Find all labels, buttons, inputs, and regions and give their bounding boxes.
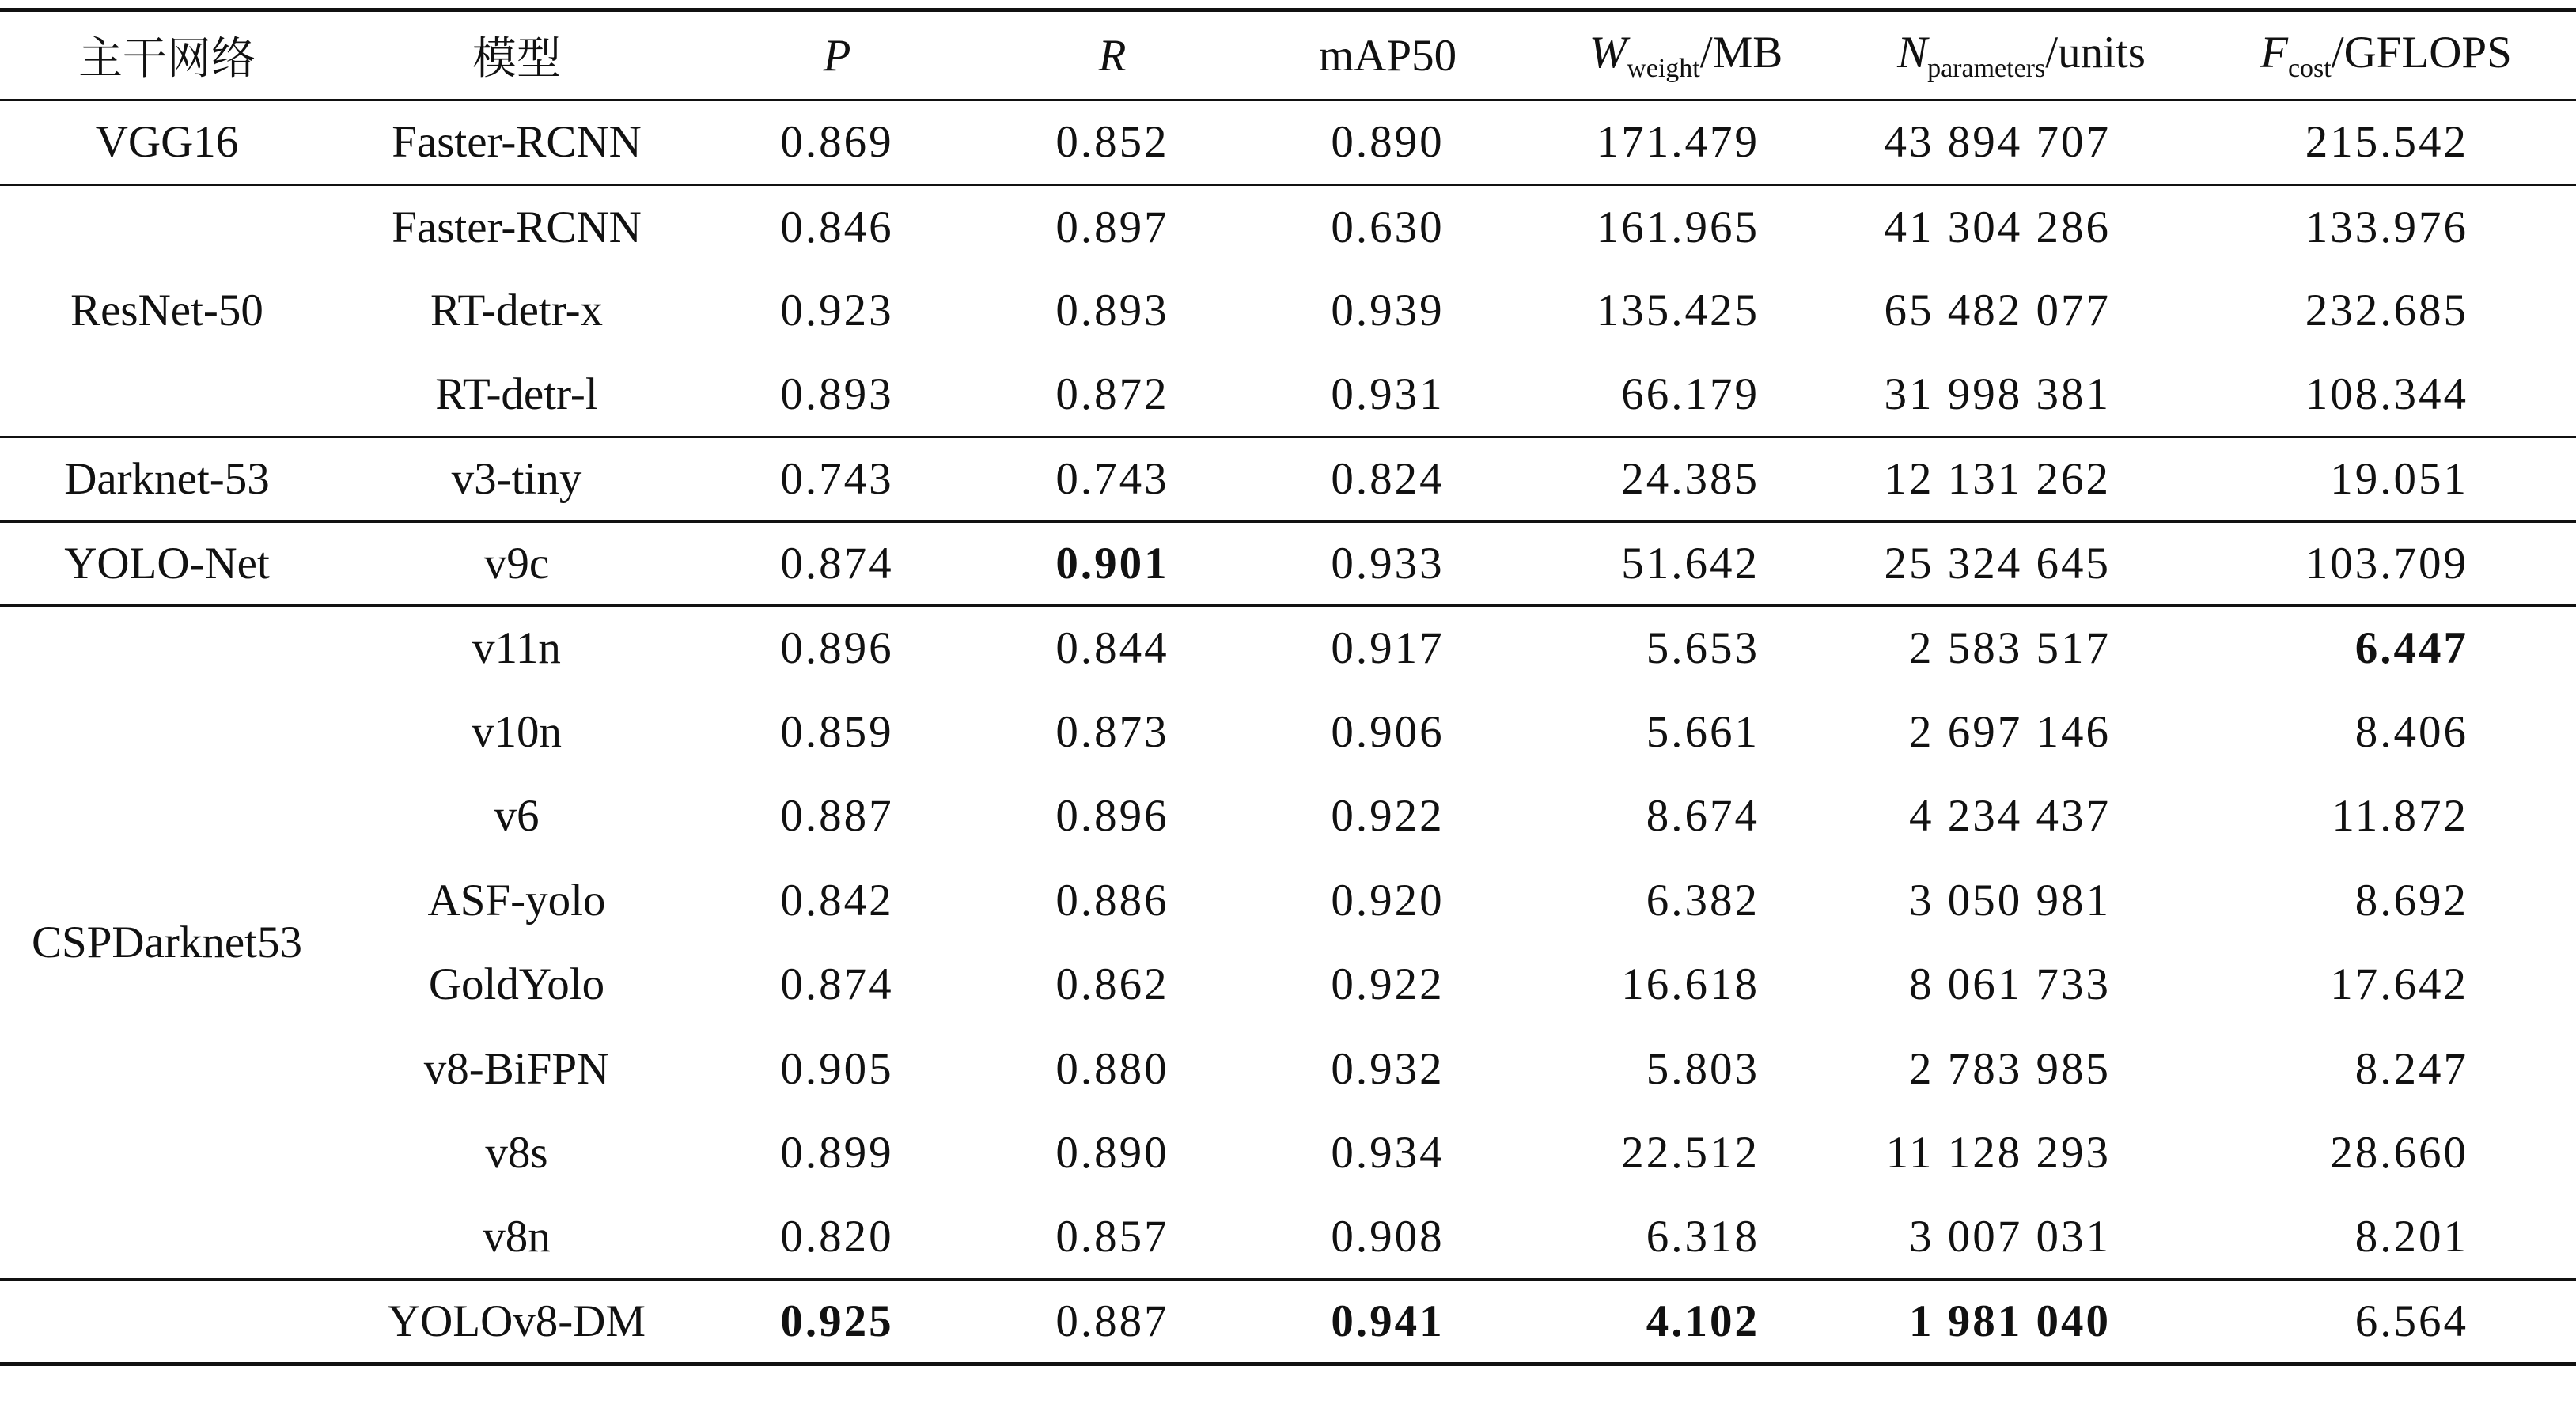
map50-cell-best: 0.941 <box>1250 1280 1525 1364</box>
recall-cell: 0.896 <box>1055 791 1169 842</box>
parameters-cell: 12 131 262 <box>1847 437 2196 522</box>
backbone-cell <box>0 1280 334 1364</box>
backbone-cell: Darknet-53 <box>0 437 334 522</box>
cost-cell-best: 6.447 <box>2196 606 2576 691</box>
weight-cell: 6.318 <box>1646 1212 1760 1262</box>
parameters-cell: 2 783 985 <box>1909 1043 2111 1094</box>
map50-cell: 0.922 <box>1331 791 1445 842</box>
weight-cell: 24.385 <box>1525 437 1847 522</box>
table-row <box>0 269 2576 354</box>
cost-cell: 6.564 <box>2196 1280 2576 1364</box>
map50-cell: 0.933 <box>1250 521 1525 606</box>
weight-cell: 5.803 <box>1646 1043 1760 1094</box>
weight-cell: 6.382 <box>1646 875 1760 925</box>
recall-cell: 0.743 <box>975 437 1250 522</box>
parameters-cell: 41 304 286 <box>1847 184 2196 269</box>
weight-cell-best: 4.102 <box>1525 1280 1847 1364</box>
weight-cell: 51.642 <box>1525 521 1847 606</box>
cost-cell: 103.709 <box>2196 521 2576 606</box>
precision-cell: 0.842 <box>780 875 894 925</box>
map50-cell: 0.932 <box>1331 1043 1445 1094</box>
weight-cell: 16.618 <box>1621 959 1760 1010</box>
precision-cell: 0.923 <box>780 286 894 336</box>
model-cell: YOLOv8-DM <box>334 1280 699 1364</box>
precision-cell: 0.899 <box>780 1128 894 1179</box>
recall-cell: 0.893 <box>1055 286 1169 336</box>
model-cell: v10n <box>472 706 562 757</box>
table-row-proposed <box>0 1280 2576 1364</box>
table-row <box>0 353 2576 437</box>
precision-cell: 0.743 <box>699 437 975 522</box>
map50-cell: 0.890 <box>1250 100 1525 185</box>
weight-cell: 161.965 <box>1525 184 1847 269</box>
table-row <box>0 943 2576 1027</box>
model-cell: v8n <box>483 1212 551 1262</box>
cost-cell: 28.660 <box>2330 1128 2468 1179</box>
header-recall: R <box>975 10 1250 100</box>
table-row <box>0 1195 2576 1280</box>
header-model: 模型 <box>334 10 699 100</box>
model-comparison-table <box>0 8 2576 1366</box>
backbone-cell: YOLO-Net <box>0 521 334 606</box>
parameters-cell: 31 998 381 <box>1884 369 2111 419</box>
map50-cell: 0.931 <box>1331 369 1445 419</box>
header-backbone: 主干网络 <box>0 10 334 100</box>
map50-cell: 0.824 <box>1250 437 1525 522</box>
parameters-cell: 43 894 707 <box>1847 100 2196 185</box>
map50-cell: 0.939 <box>1331 286 1445 336</box>
precision-cell: 0.820 <box>780 1212 894 1262</box>
table-row <box>0 521 2576 606</box>
precision-cell: 0.874 <box>780 959 894 1010</box>
model-cell: v8s <box>485 1128 548 1179</box>
precision-cell: 0.874 <box>699 521 975 606</box>
recall-cell: 0.887 <box>975 1280 1250 1364</box>
parameters-cell: 3 050 981 <box>1909 875 2111 925</box>
backbone-cell: VGG16 <box>0 100 334 185</box>
cost-cell: 8.406 <box>2354 706 2468 757</box>
weight-cell: 5.661 <box>1646 706 1760 757</box>
table-row <box>0 690 2576 774</box>
header-parameters: $N_{parameters}$/units <box>1847 10 2196 100</box>
parameters-cell: 25 324 645 <box>1847 521 2196 606</box>
map50-cell: 0.906 <box>1331 706 1445 757</box>
model-cell: RT-detr-l <box>435 369 598 419</box>
header-cost: $F_{cost}$/GFLOPS <box>2196 10 2576 100</box>
precision-cell: 0.859 <box>780 706 894 757</box>
weight-cell: 8.674 <box>1646 791 1760 842</box>
cost-cell: 19.051 <box>2196 437 2576 522</box>
parameters-cell: 2 583 517 <box>1847 606 2196 691</box>
recall-cell: 0.862 <box>1055 959 1169 1010</box>
table-body <box>0 100 2576 1364</box>
weight-cell: 22.512 <box>1621 1128 1760 1179</box>
precision-cell: 0.896 <box>699 606 975 691</box>
recall-cell: 0.886 <box>1055 875 1169 925</box>
precision-cell: 0.893 <box>780 369 894 419</box>
precision-cell: 0.905 <box>780 1043 894 1094</box>
model-cell: RT-detr-x <box>430 286 604 336</box>
parameters-cell: 11 128 293 <box>1885 1128 2111 1179</box>
model-cell: GoldYolo <box>428 959 605 1010</box>
cost-cell: 133.976 <box>2196 184 2576 269</box>
recall-cell: 0.873 <box>1055 706 1169 757</box>
recall-cell: 0.852 <box>975 100 1250 185</box>
table-row <box>0 100 2576 185</box>
recall-cell: 0.857 <box>1055 1212 1169 1262</box>
model-cell: v8-BiFPN <box>423 1043 610 1094</box>
cost-cell: 215.542 <box>2196 100 2576 185</box>
cost-cell: 8.201 <box>2354 1212 2468 1262</box>
table-row <box>0 1111 2576 1196</box>
parameters-cell: 2 697 146 <box>1909 706 2111 757</box>
model-cell: Faster-RCNN <box>334 100 699 185</box>
cost-cell: 17.642 <box>2330 959 2468 1010</box>
recall-cell: 0.880 <box>1055 1043 1169 1094</box>
cost-cell: 232.685 <box>2305 286 2468 336</box>
parameters-cell: 8 061 733 <box>1909 959 2111 1010</box>
recall-cell: 0.897 <box>975 184 1250 269</box>
map50-cell: 0.920 <box>1331 875 1445 925</box>
recall-cell: 0.844 <box>975 606 1250 691</box>
model-cell: v11n <box>334 606 699 691</box>
cost-cell: 8.692 <box>2354 875 2468 925</box>
map50-cell: 0.922 <box>1331 959 1445 1010</box>
header-weight: $W_{weight}/MB$ <box>1525 10 1847 100</box>
weight-cell: 5.653 <box>1525 606 1847 691</box>
weight-cell: 66.179 <box>1621 369 1760 419</box>
header-map50: mAP50 <box>1250 10 1525 100</box>
map50-cell: 0.917 <box>1250 606 1525 691</box>
precision-cell: 0.887 <box>780 791 894 842</box>
map50-cell: 0.630 <box>1250 184 1525 269</box>
weight-cell: 135.425 <box>1596 286 1760 336</box>
table-row <box>0 774 2576 859</box>
header-row <box>0 10 2576 100</box>
precision-cell: 0.869 <box>699 100 975 185</box>
table-row <box>0 858 2576 943</box>
parameters-cell: 65 482 077 <box>1884 286 2111 336</box>
precision-cell: 0.846 <box>699 184 975 269</box>
parameters-cell: 4 234 437 <box>1909 791 2111 842</box>
backbone-cell: ResNet-50 <box>0 184 334 437</box>
backbone-cell: CSPDarknet53 <box>0 606 334 1280</box>
parameters-cell-best: 1 981 040 <box>1847 1280 2196 1364</box>
model-cell: Faster-RCNN <box>334 184 699 269</box>
precision-cell-best: 0.925 <box>699 1280 975 1364</box>
model-cell: v3-tiny <box>334 437 699 522</box>
map50-cell: 0.934 <box>1331 1128 1445 1179</box>
map50-cell: 0.908 <box>1331 1212 1445 1262</box>
cost-cell: 11.872 <box>2332 791 2468 842</box>
table-row <box>0 606 2576 691</box>
model-cell: ASF-yolo <box>427 875 606 925</box>
weight-cell: 171.479 <box>1525 100 1847 185</box>
header-precision: P <box>699 10 975 100</box>
model-cell: v6 <box>494 791 540 842</box>
cost-cell: 8.247 <box>2354 1043 2468 1094</box>
recall-cell: 0.890 <box>1055 1128 1169 1179</box>
table-row <box>0 184 2576 269</box>
table-row <box>0 437 2576 522</box>
recall-cell-best: 0.901 <box>975 521 1250 606</box>
table-row <box>0 1027 2576 1111</box>
model-cell: v9c <box>334 521 699 606</box>
recall-cell: 0.872 <box>1055 369 1169 419</box>
parameters-cell: 3 007 031 <box>1909 1212 2111 1262</box>
cost-cell: 108.344 <box>2305 369 2468 419</box>
